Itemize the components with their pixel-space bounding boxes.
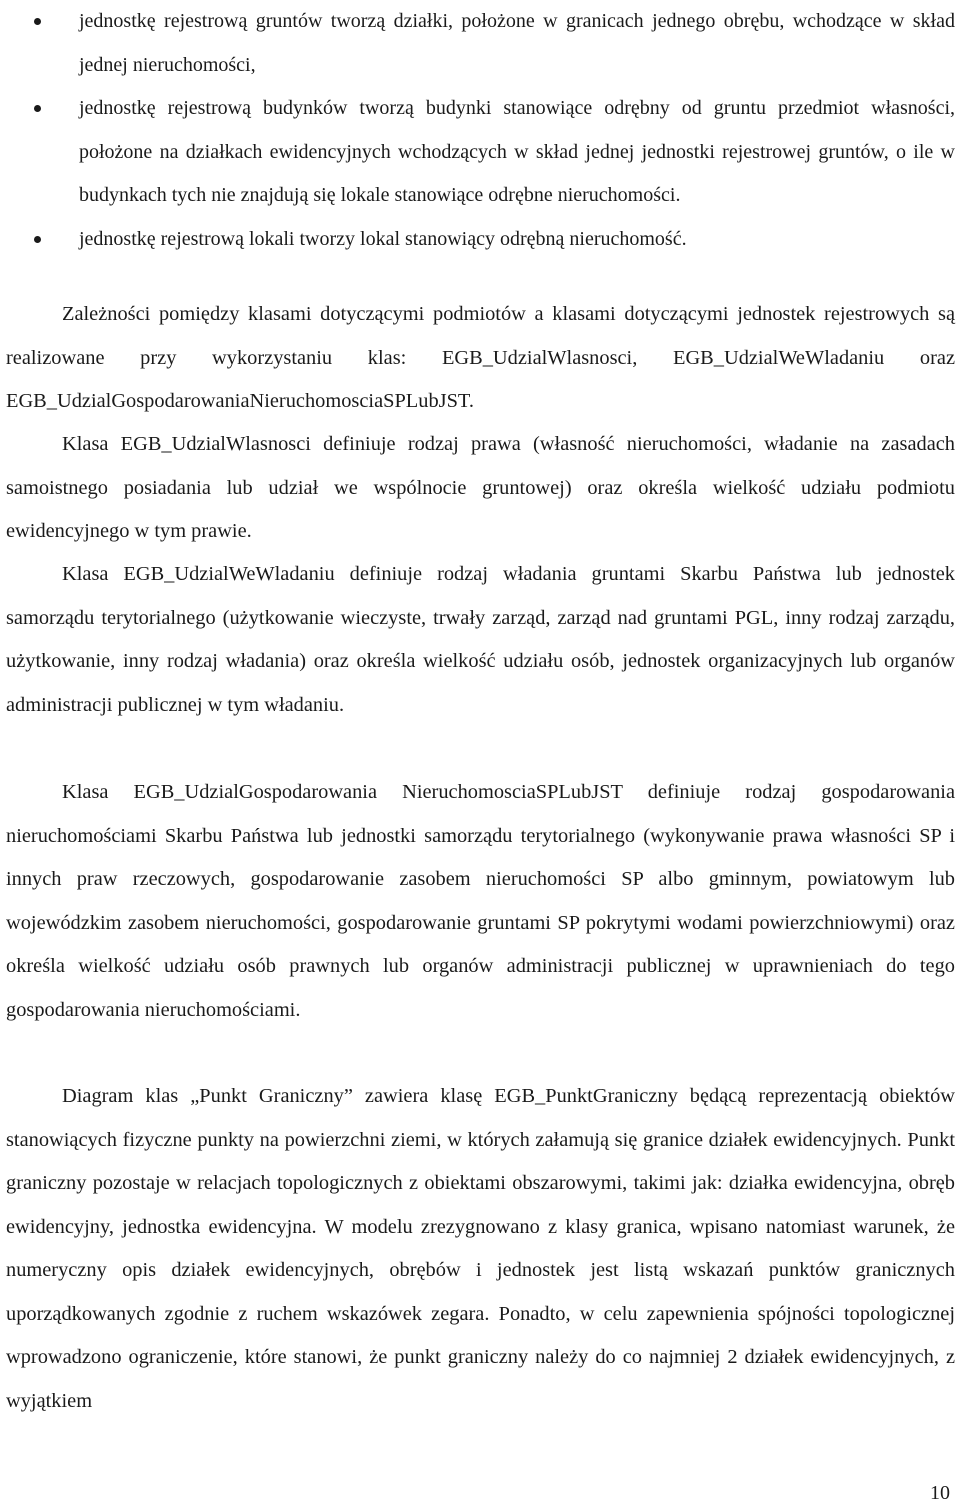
list-item-text: jednostkę rejestrową lokali tworzy lokal stanowiący odrębną nieruchomość. bbox=[79, 227, 687, 250]
page-number: 10 bbox=[930, 1482, 950, 1504]
list-item-text: jednostkę rejestrową gruntów tworzą działki, położone w granicach jednego obrębu, wchodzące w skład jednej nieruchomości, bbox=[79, 10, 955, 76]
list-item bbox=[0, 0, 960, 87]
list-item bbox=[0, 218, 960, 262]
list-item-text: jednostkę rejestrową budynków tworzą budynki stanowiące odrębny od gruntu przedmiot własności, położone na działkach ewidencyjnych wchodzących w skład jednej jednostki rejestrowej gruntów, o ile w budynkach tych nie znajdują się lokale stanowiące odrębne nieruchomości. bbox=[79, 97, 955, 206]
bullet-list bbox=[0, 0, 960, 261]
bullet-icon bbox=[34, 236, 41, 243]
paragraph-dependencies: Zależności pomiędzy klasami dotyczącymi podmiotów a klasami dotyczącymi jednostek rejestrowych są realizowane przy wykorzystaniu klas: EGB_UdzialWlasnosci, EGB_UdzialWeWladaniu oraz EGB_UdzialGospodarowaniaNieruchomosciaSPLubJST. bbox=[6, 303, 955, 412]
paragraph-udzial-gospodarowania: Klasa EGB_UdzialGospodarowania NieruchomosciaSPLubJST definiuje rodzaj gospodarowania nieruchomościami Skarbu Państwa lub jednostki samorządu terytorialnego (wykonywanie prawa własności SP i innych praw rzeczowych, gospodarowanie zasobem nieruchomości SP albo gminnym, powiatowym lub wojewódzkim zasobem nieruchomości, gospodarowanie gruntami SP pokrytymi wodami powierzchniowymi) oraz określa wielkość udziału osób prawnych lub organów administracji publicznej w uprawnieniach do tego gospodarowania nieruchomościami. bbox=[6, 781, 955, 1021]
bullet-icon bbox=[34, 105, 41, 112]
list-item bbox=[0, 87, 960, 218]
paragraph-punkt-graniczny: Diagram klas „Punkt Graniczny” zawiera klasę EGB_PunktGraniczny będącą reprezentacją obiektów stanowiących fizyczne punkty na powierzchni ziemi, w których załamują się granice działek ewidencyjnych. Punkt graniczny pozostaje w relacjach topologicznych z obiektami obszarowymi, takimi jak: działka ewidencyjna, obręb ewidencyjny, jednostka ewidencyjna. W modelu zrezygnowano z klasy granica, wpisano natomiast warunek, że numeryczny opis działek ewidencyjnych, obrębów i jednostek jest listą wskazań punktów granicznych uporządkowanych zgodnie z ruchem wskazówek zegara. Ponadto, w celu zapewnienia spójności topologicznej wprowadzono ograniczenie, które stanowi, że punkt graniczny należy do co najmniej 2 działek ewidencyjnych, z wyjątkiem bbox=[6, 1085, 955, 1412]
bullet-icon bbox=[34, 18, 41, 25]
paragraph-udzial-wlasnosci: Klasa EGB_UdzialWlasnosci definiuje rodzaj prawa (własność nieruchomości, władanie na zasadach samoistnego posiadania lub udział we wspólnocie gruntowej) oraz określa wielkość udziału podmiotu ewidencyjnego w tym prawie. bbox=[6, 433, 955, 542]
paragraph-udzial-we-wladaniu: Klasa EGB_UdzialWeWladaniu definiuje rodzaj władania gruntami Skarbu Państwa lub jednostek samorządu terytorialnego (użytkowanie wieczyste, trwały zarząd, zarząd nad gruntami PGL, inny rodzaj zarządu, użytkowanie, inny rodzaj władania) oraz określa wielkość udziału osób, jednostek organizacyjnych lub organów administracji publicznej w tym władaniu. bbox=[6, 563, 955, 716]
